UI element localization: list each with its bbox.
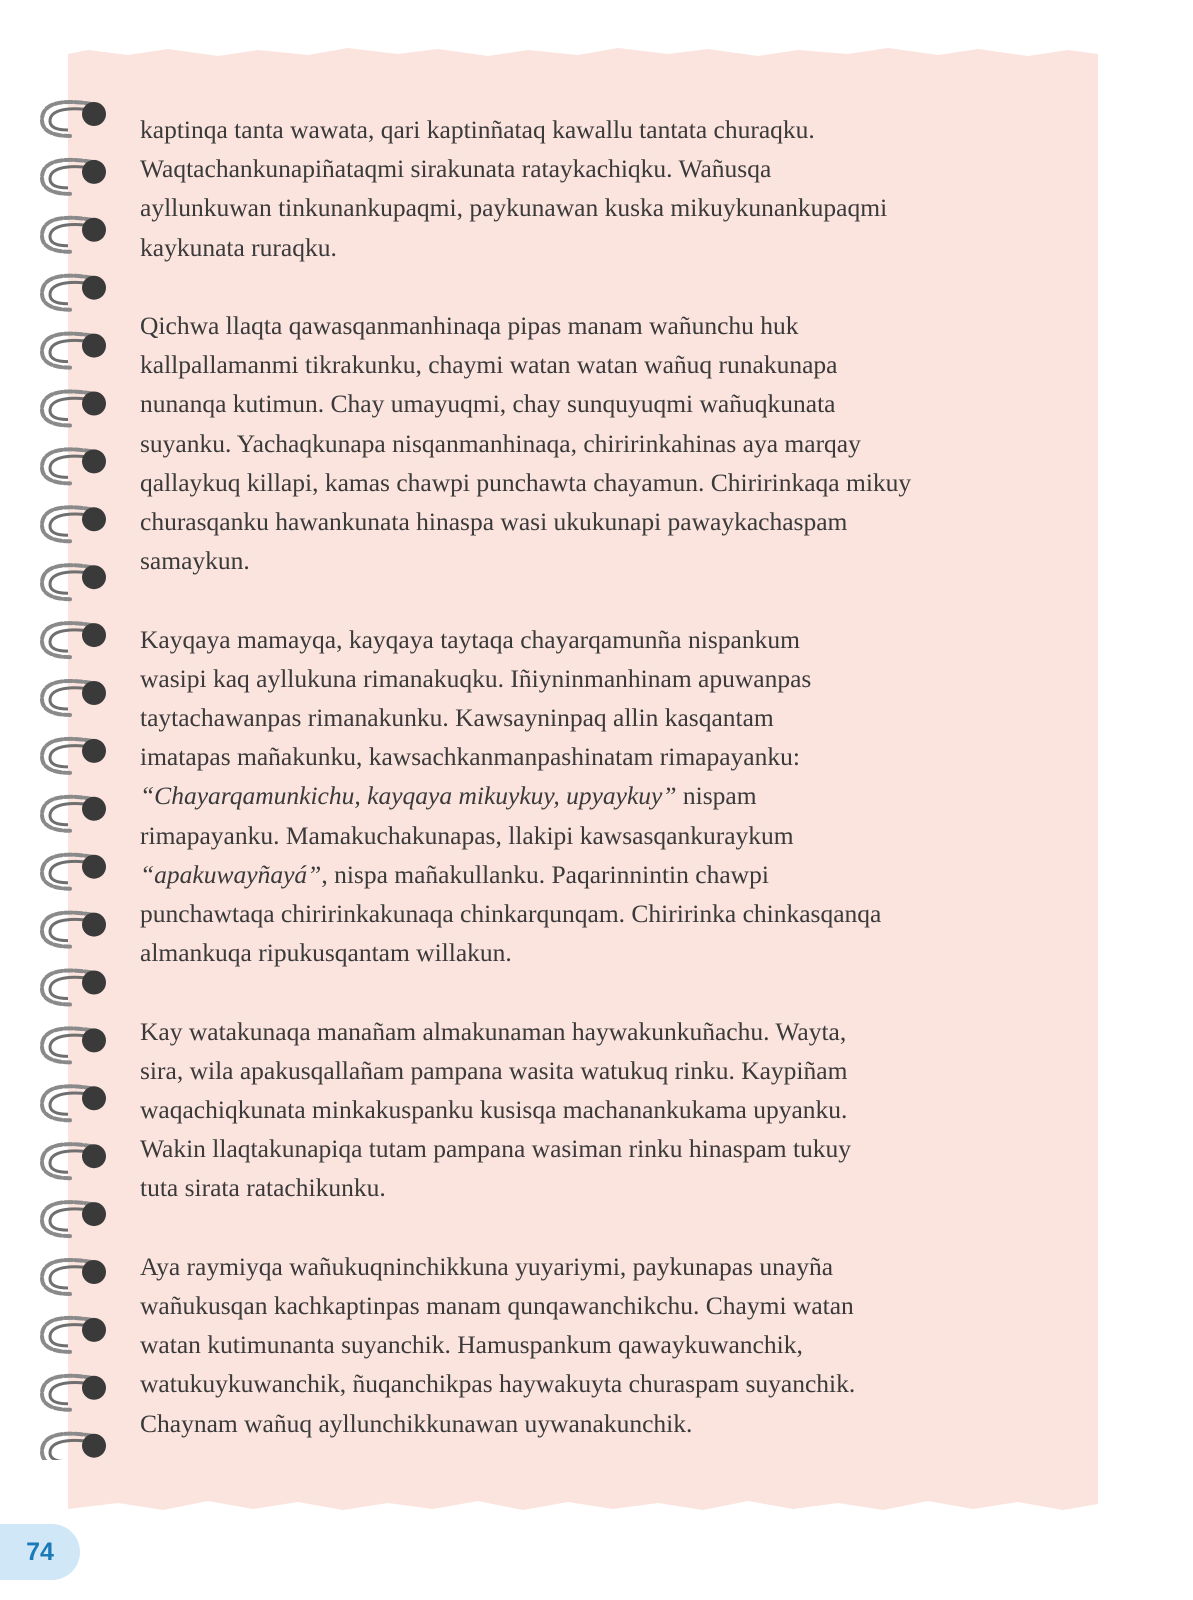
spiral-coil xyxy=(42,623,106,657)
text-line: watukuykuwanchik, ñuqanchikpas haywakuyta churaspam suyanchik. xyxy=(140,1369,856,1399)
text-line: tuta sirata ratachikunku. xyxy=(140,1173,386,1203)
text-line: Kayqaya mamayqa, kayqaya taytaqa chayarqamunña nispankum xyxy=(140,624,800,654)
spiral-coil xyxy=(42,1260,106,1294)
text-line: kaykunata ruraqku. xyxy=(140,232,337,262)
text-line: , nispa mañakullanku. Paqarinnintin chawpi xyxy=(321,859,769,889)
text-line: watan kutimunanta suyanchik. Hamuspankum qawaykuwanchik, xyxy=(140,1330,803,1360)
page-number: 74 xyxy=(0,1524,80,1580)
text-line: kallpallamanmi tikrakunku, chaymi watan watan wañuq runakunapa xyxy=(140,350,838,380)
spiral-coil xyxy=(42,507,106,541)
spiral-coil xyxy=(42,739,106,773)
spiral-coil xyxy=(42,1028,106,1062)
text-line: sira, wila apakusqallañam pampana wasita watukuq rinku. Kaypiñam xyxy=(140,1055,848,1085)
text-line: churasqanku hawankunata hinaspa wasi ukukunapi pawaykachaspam xyxy=(140,507,848,537)
text-line: taytachawanpas rimanakunku. Kawsayninpaq allin kasqantam xyxy=(140,703,774,733)
text-line: nispam xyxy=(676,781,757,811)
text-line: nunanqa kutimun. Chay umayuqmi, chay sunquyuqmi wañuqkunata xyxy=(140,389,836,419)
paragraph-3 xyxy=(140,620,1060,973)
paragraph-2 xyxy=(140,306,1060,580)
text-line: Wakin llaqtakunapiqa tutam pampana wasiman rinku hinaspam tukuy xyxy=(140,1134,852,1164)
text-line: Waqtachankunapiñataqmi sirakunata rataykachiqku. Wañusqa xyxy=(140,154,772,184)
spiral-coil xyxy=(42,1376,106,1410)
spiral-coil xyxy=(42,160,106,194)
spiral-coil xyxy=(42,1086,106,1120)
text-line: rimapayanku. Mamakuchakunapas, llakipi kawsasqankuraykum xyxy=(140,820,794,850)
text-line: almankuqa ripukusqantam willakun. xyxy=(140,938,512,968)
text-line: wañukusqan kachkaptinpas manam qunqawanchikchu. Chaymi watan xyxy=(140,1291,854,1321)
quoted-speech: “apakuwayñayá” xyxy=(140,859,322,889)
text-line: Aya raymiyqa wañukuqninchikkuna yuyariymi, paykunapas unayña xyxy=(140,1251,834,1281)
spiral-coil xyxy=(42,276,106,310)
text-line: Chaynam wañuq ayllunchikkunawan uywanakunchik. xyxy=(140,1408,693,1438)
text-line: punchawtaqa chiririnkakunaqa chinkarqunqam. Chiririnka chinkasqanqa xyxy=(140,899,882,929)
text-line: imatapas mañakunku, kawsachkanmanpashinatam rimapayanku: xyxy=(140,742,800,772)
text-line: qallaykuq killapi, kamas chawpi punchawta chayamun. Chiririnkaqa mikuy xyxy=(140,467,912,497)
spiral-coil xyxy=(42,218,106,252)
text-line: kaptinqa tanta wawata, qari kaptinñataq kawallu tantata churaqku. xyxy=(140,115,815,144)
spiral-coil xyxy=(42,855,106,889)
spiral-coil xyxy=(42,913,106,947)
spiral-coil xyxy=(42,334,106,368)
paragraph-4 xyxy=(140,1012,1060,1208)
article-body xyxy=(140,110,1060,1482)
spiral-coil xyxy=(42,449,106,483)
spiral-coil xyxy=(42,681,106,715)
spiral-coil xyxy=(42,391,106,425)
spiral-coil xyxy=(42,1434,106,1460)
spiral-coil xyxy=(42,1144,106,1178)
spiral-binding xyxy=(0,0,120,1460)
spiral-coil xyxy=(42,797,106,831)
quoted-speech: “Chayarqamunkichu, kayqaya mikuykuy, upyaykuy” xyxy=(140,781,677,811)
spiral-coil xyxy=(42,1318,106,1352)
text-line: Qichwa llaqta qawasqanmanhinaqa pipas manam wañunchu huk xyxy=(140,311,799,340)
text-line: samaykun. xyxy=(140,546,250,576)
spiral-coil xyxy=(42,102,106,136)
text-line: ayllunkuwan tinkunankupaqmi, paykunawan kuska mikuykunankupaqmi xyxy=(140,193,888,223)
text-line: wasipi kaq ayllukuna rimanakuqku. Iñiyninmanhinam apuwanpas xyxy=(140,663,812,693)
paragraph-5 xyxy=(140,1247,1060,1443)
text-line: waqachiqkunata minkakuspanku kusisqa machanankukama upyanku. xyxy=(140,1095,848,1125)
paragraph-1 xyxy=(140,110,1060,267)
spiral-coil xyxy=(42,1202,106,1236)
spiral-coil xyxy=(42,565,106,599)
text-line: suyanku. Yachaqkunapa nisqanmanhinaqa, chiririnkahinas aya marqay xyxy=(140,428,861,458)
text-line: Kay watakunaqa manañam almakunaman haywakunkuñachu. Wayta, xyxy=(140,1016,847,1046)
spiral-coil xyxy=(42,970,106,1004)
